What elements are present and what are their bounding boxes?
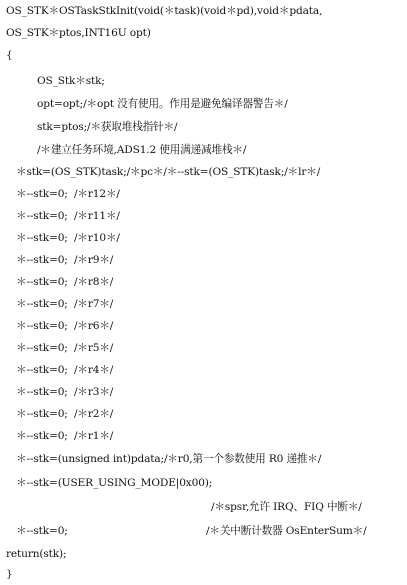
code-line-21 — [0, 448, 407, 470]
code-comment: /＊r5＊/ — [74, 342, 114, 354]
code-text: OS_Stk＊stk; — [37, 75, 105, 87]
code-statement: ＊--stk=0; — [16, 342, 68, 354]
code-line-13 — [0, 271, 407, 293]
code-statement: ＊--stk=0; — [16, 276, 68, 288]
code-statement: ＊--stk=0; — [16, 364, 68, 376]
code-text: /＊建立任务环境,ADS1.2 使用满递减堆栈＊/ — [37, 144, 247, 156]
code-line-7 — [0, 139, 407, 161]
code-comment: /＊r9＊/ — [74, 254, 114, 266]
code-comment: /＊r10＊/ — [74, 232, 120, 244]
code-line-15 — [0, 315, 407, 337]
code-text: return(stk); — [6, 548, 67, 560]
code-statement: ＊--stk=0; — [16, 188, 68, 200]
code-line-24 — [0, 520, 407, 542]
code-comment: /＊r3＊/ — [74, 386, 114, 398]
code-line-23 — [0, 496, 407, 518]
code-comment: /＊r8＊/ — [74, 276, 114, 288]
code-line-9 — [0, 183, 407, 205]
code-line-14 — [0, 293, 407, 315]
code-line-10 — [0, 205, 407, 227]
code-comment: /＊r7＊/ — [74, 298, 114, 310]
code-statement: ＊--stk=0; — [16, 525, 68, 537]
code-text: opt=opt;/＊opt 没有使用。作用是避免编译器警告＊/ — [37, 98, 288, 110]
code-statement: ＊--stk=0; — [16, 430, 68, 442]
code-text: stk=ptos;/＊获取堆栈指针＊/ — [37, 121, 178, 133]
code-comment: /＊r11＊/ — [74, 210, 120, 222]
code-statement: ＊--stk=0; — [16, 408, 68, 420]
code-line-6 — [0, 116, 407, 138]
code-line-16 — [0, 337, 407, 359]
code-text: OS_STK＊OSTaskStkInit(void(＊task)(void＊pd),void＊pdata, — [6, 5, 323, 17]
code-comment: /＊r6＊/ — [74, 320, 114, 332]
code-statement: ＊--stk=0; — [16, 298, 68, 310]
code-line-11 — [0, 227, 407, 249]
code-line-8 — [0, 161, 407, 183]
code-line-12 — [0, 249, 407, 271]
code-line-25 — [0, 543, 407, 565]
code-comment: /＊关中断计数器 OsEnterSum＊/ — [206, 525, 367, 537]
code-text: OS_STK＊ptos,INT16U opt) — [6, 27, 151, 39]
code-comment: /＊r4＊/ — [74, 364, 114, 376]
code-line-5 — [0, 93, 407, 115]
code-comment: /＊r1＊/ — [74, 430, 114, 442]
code-line-20 — [0, 425, 407, 447]
code-text: ＊stk=(OS_STK)task;/＊pc＊/＊--stk=(OS_STK)task;/＊lr＊/ — [16, 166, 321, 178]
code-comment: /＊r2＊/ — [74, 408, 114, 420]
code-comment: /＊spsr,允许 IRQ、FIQ 中断＊/ — [211, 501, 362, 513]
code-line-17 — [0, 359, 407, 381]
code-line-3 — [0, 44, 407, 66]
code-line-2 — [0, 22, 407, 44]
code-text: ＊--stk=(unsigned int)pdata;/＊r0,第一个参数使用 R0 递推＊/ — [16, 453, 322, 465]
code-statement: ＊--stk=0; — [16, 210, 68, 222]
code-line-22 — [0, 472, 407, 494]
code-line-26 — [0, 563, 407, 585]
code-text: } — [6, 568, 13, 580]
code-comment: /＊r12＊/ — [74, 188, 120, 200]
code-line-19 — [0, 403, 407, 425]
code-text: ＊--stk=(USER_USING_MODE|0x00); — [16, 477, 213, 489]
code-text: { — [6, 49, 13, 61]
code-line-18 — [0, 381, 407, 403]
code-statement: ＊--stk=0; — [16, 320, 68, 332]
code-statement: ＊--stk=0; — [16, 386, 68, 398]
code-statement: ＊--stk=0; — [16, 232, 68, 244]
code-statement: ＊--stk=0; — [16, 254, 68, 266]
code-line-1 — [0, 0, 407, 22]
code-line-4 — [0, 70, 407, 92]
